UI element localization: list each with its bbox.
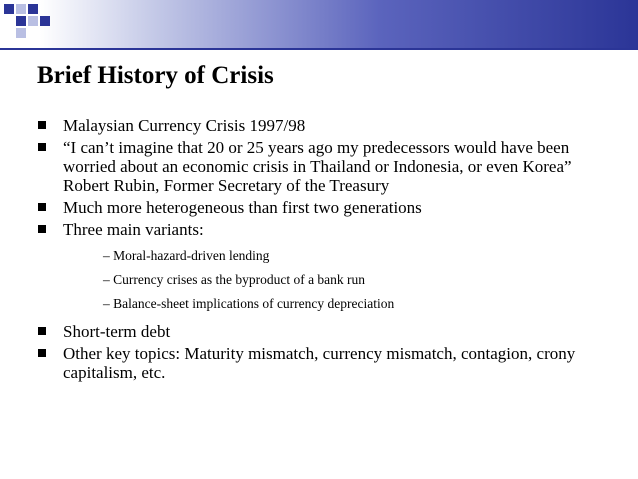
bullet-item bbox=[37, 198, 597, 217]
square-bullet-icon bbox=[38, 225, 46, 233]
bullet-item bbox=[37, 344, 597, 382]
square-icon bbox=[40, 16, 50, 26]
square-bullet-icon bbox=[38, 349, 46, 357]
bullet-list bbox=[37, 116, 597, 385]
bullet-text: “I can’t imagine that 20 or 25 years ago my predecessors would have been worried about an economic crisis in Thailand or Indonesia, or even Korea” Robert Rubin, Former Secretary of the Treasury bbox=[63, 138, 572, 195]
square-icon bbox=[16, 28, 26, 38]
bullet-text: Short-term debt bbox=[63, 322, 171, 341]
sub-bullet-item bbox=[37, 272, 597, 288]
bullet-item bbox=[37, 138, 597, 195]
header-banner bbox=[0, 0, 638, 48]
square-icon bbox=[28, 16, 38, 26]
bullet-item bbox=[37, 322, 597, 341]
square-icon bbox=[16, 4, 26, 14]
bullet-text: Other key topics: Maturity mismatch, currency mismatch, contagion, crony capitalism, etc. bbox=[63, 344, 576, 382]
square-icon bbox=[16, 16, 26, 26]
square-icon bbox=[28, 4, 38, 14]
sub-bullet-item bbox=[37, 248, 597, 264]
decorative-squares bbox=[0, 0, 60, 48]
sub-bullet-text: – Balance-sheet implications of currency depreciation bbox=[103, 296, 395, 311]
square-bullet-icon bbox=[38, 327, 46, 335]
bullet-text: Three main variants: bbox=[63, 220, 204, 239]
bullet-text: Much more heterogeneous than first two generations bbox=[63, 198, 422, 217]
bullet-text: Malaysian Currency Crisis 1997/98 bbox=[63, 116, 306, 135]
sub-bullet-item bbox=[37, 296, 597, 312]
square-bullet-icon bbox=[38, 121, 46, 129]
slide-title: Brief History of Crisis bbox=[37, 62, 274, 89]
bullet-item bbox=[37, 116, 597, 135]
sub-bullet-text: – Currency crises as the byproduct of a bank run bbox=[103, 272, 366, 287]
square-icon bbox=[4, 4, 14, 14]
square-bullet-icon bbox=[38, 203, 46, 211]
header-rule bbox=[0, 48, 638, 50]
square-bullet-icon bbox=[38, 143, 46, 151]
bullet-item bbox=[37, 220, 597, 239]
sub-bullet-text: – Moral-hazard-driven lending bbox=[103, 248, 270, 263]
